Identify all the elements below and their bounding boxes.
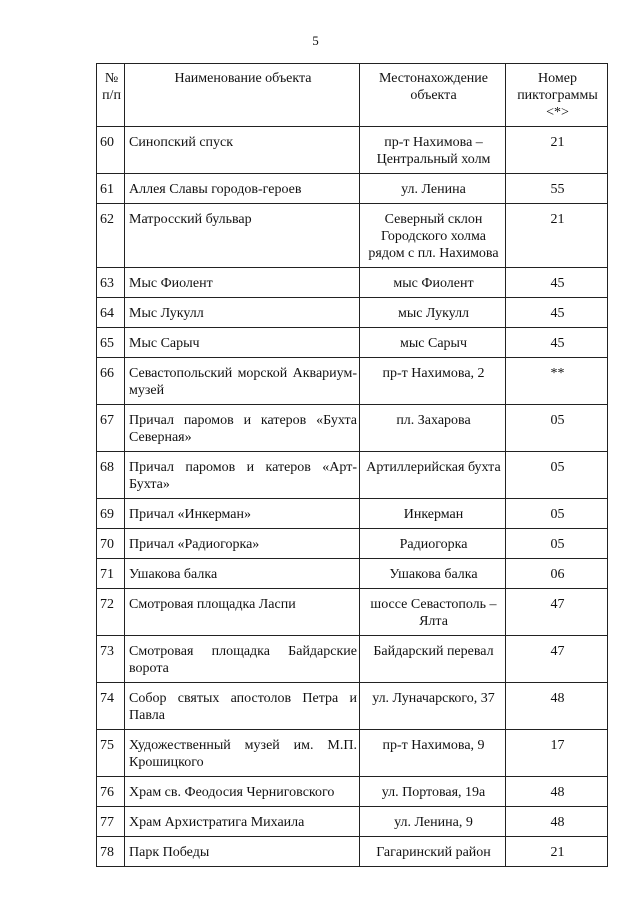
- object-location-cell: мыс Лукулл: [360, 298, 506, 328]
- pictogram-number-cell: 45: [506, 328, 608, 358]
- table-row: [97, 298, 608, 328]
- object-location-cell: ул. Портовая, 19а: [360, 777, 506, 807]
- pictogram-number-cell: 48: [506, 683, 608, 730]
- object-name-cell: Храм Архистратига Михаила: [125, 807, 360, 837]
- object-name-cell: Мыс Лукулл: [125, 298, 360, 328]
- object-name-cell: Смотровая площадка Байдарские ворота: [125, 636, 360, 683]
- object-location-cell: пл. Захарова: [360, 405, 506, 452]
- pictogram-number-cell: 45: [506, 268, 608, 298]
- object-location-cell: Радиогорка: [360, 529, 506, 559]
- row-number-cell: 69: [97, 499, 125, 529]
- table-row: [97, 174, 608, 204]
- pictogram-number-cell: 05: [506, 452, 608, 499]
- object-location-cell: Байдарский перевал: [360, 636, 506, 683]
- row-number-cell: 64: [97, 298, 125, 328]
- row-number-cell: 76: [97, 777, 125, 807]
- table-row: [97, 499, 608, 529]
- row-number-cell: 78: [97, 837, 125, 867]
- object-name-cell: Мыс Фиолент: [125, 268, 360, 298]
- object-location-cell: Инкерман: [360, 499, 506, 529]
- row-number-cell: 73: [97, 636, 125, 683]
- object-location-cell: Гагаринский район: [360, 837, 506, 867]
- object-name-cell: Храм св. Феодосия Черниговского: [125, 777, 360, 807]
- table-row: [97, 777, 608, 807]
- object-location-cell: мыс Фиолент: [360, 268, 506, 298]
- object-name-cell: Смотровая площадка Ласпи: [125, 589, 360, 636]
- pictogram-number-cell: 55: [506, 174, 608, 204]
- row-number-cell: 63: [97, 268, 125, 298]
- table-row: [97, 730, 608, 777]
- row-number-cell: 68: [97, 452, 125, 499]
- row-number-cell: 72: [97, 589, 125, 636]
- row-number-cell: 74: [97, 683, 125, 730]
- table-row: [97, 127, 608, 174]
- table-row: [97, 328, 608, 358]
- object-location-cell: ул. Луначарского, 37: [360, 683, 506, 730]
- pictogram-number-cell: 21: [506, 837, 608, 867]
- pictogram-number-cell: **: [506, 358, 608, 405]
- table-row: [97, 268, 608, 298]
- pictogram-number-cell: 48: [506, 807, 608, 837]
- row-number-cell: 65: [97, 328, 125, 358]
- header-num: № п/п: [97, 64, 125, 127]
- table-body: [97, 127, 608, 867]
- object-location-cell: пр-т Нахимова – Центральный холм: [360, 127, 506, 174]
- object-name-cell: Причал паромов и катеров «Арт-Бухта»: [125, 452, 360, 499]
- object-location-cell: мыс Сарыч: [360, 328, 506, 358]
- page-number: 5: [312, 33, 319, 48]
- object-name-cell: Причал «Инкерман»: [125, 499, 360, 529]
- pictogram-number-cell: 21: [506, 127, 608, 174]
- row-number-cell: 70: [97, 529, 125, 559]
- object-name-cell: Ушакова балка: [125, 559, 360, 589]
- object-location-cell: ул. Ленина: [360, 174, 506, 204]
- table-row: [97, 405, 608, 452]
- object-name-cell: Причал паромов и катеров «Бухта Северная»: [125, 405, 360, 452]
- table-row: [97, 204, 608, 268]
- pictogram-number-cell: 47: [506, 636, 608, 683]
- header-name: Наименование объекта: [125, 64, 360, 127]
- pictogram-number-cell: 06: [506, 559, 608, 589]
- table-row: [97, 589, 608, 636]
- table-row: [97, 807, 608, 837]
- object-name-cell: Мыс Сарыч: [125, 328, 360, 358]
- object-name-cell: Художественный музей им. М.П. Крошицкого: [125, 730, 360, 777]
- object-name-cell: Матросский бульвар: [125, 204, 360, 268]
- header-pictogram: Номер пиктограммы <*>: [506, 64, 608, 127]
- table-header-row: [97, 64, 608, 127]
- objects-table: [96, 63, 608, 867]
- pictogram-number-cell: 48: [506, 777, 608, 807]
- pictogram-number-cell: 05: [506, 405, 608, 452]
- pictogram-number-cell: 21: [506, 204, 608, 268]
- table-row: [97, 358, 608, 405]
- table-row: [97, 529, 608, 559]
- pictogram-number-cell: 17: [506, 730, 608, 777]
- row-number-cell: 66: [97, 358, 125, 405]
- object-location-cell: ул. Ленина, 9: [360, 807, 506, 837]
- table-row: [97, 636, 608, 683]
- row-number-cell: 60: [97, 127, 125, 174]
- row-number-cell: 77: [97, 807, 125, 837]
- row-number-cell: 67: [97, 405, 125, 452]
- table-row: [97, 452, 608, 499]
- pictogram-number-cell: 05: [506, 529, 608, 559]
- row-number-cell: 61: [97, 174, 125, 204]
- object-name-cell: Аллея Славы городов-героев: [125, 174, 360, 204]
- object-location-cell: Северный склон Городского холма рядом с пл. Нахимова: [360, 204, 506, 268]
- object-name-cell: Собор святых апостолов Петра и Павла: [125, 683, 360, 730]
- table-row: [97, 683, 608, 730]
- pictogram-number-cell: 05: [506, 499, 608, 529]
- pictogram-number-cell: 47: [506, 589, 608, 636]
- table-row: [97, 559, 608, 589]
- object-name-cell: Парк Победы: [125, 837, 360, 867]
- row-number-cell: 75: [97, 730, 125, 777]
- object-location-cell: Ушакова балка: [360, 559, 506, 589]
- object-location-cell: шоссе Севастополь – Ялта: [360, 589, 506, 636]
- object-location-cell: пр-т Нахимова, 2: [360, 358, 506, 405]
- pictogram-number-cell: 45: [506, 298, 608, 328]
- object-name-cell: Севастопольский морской Аквариум-музей: [125, 358, 360, 405]
- row-number-cell: 62: [97, 204, 125, 268]
- table-row: [97, 837, 608, 867]
- object-name-cell: Причал «Радиогорка»: [125, 529, 360, 559]
- object-location-cell: пр-т Нахимова, 9: [360, 730, 506, 777]
- row-number-cell: 71: [97, 559, 125, 589]
- object-name-cell: Синопский спуск: [125, 127, 360, 174]
- header-location: Местонахождение объекта: [360, 64, 506, 127]
- object-location-cell: Артиллерийская бухта: [360, 452, 506, 499]
